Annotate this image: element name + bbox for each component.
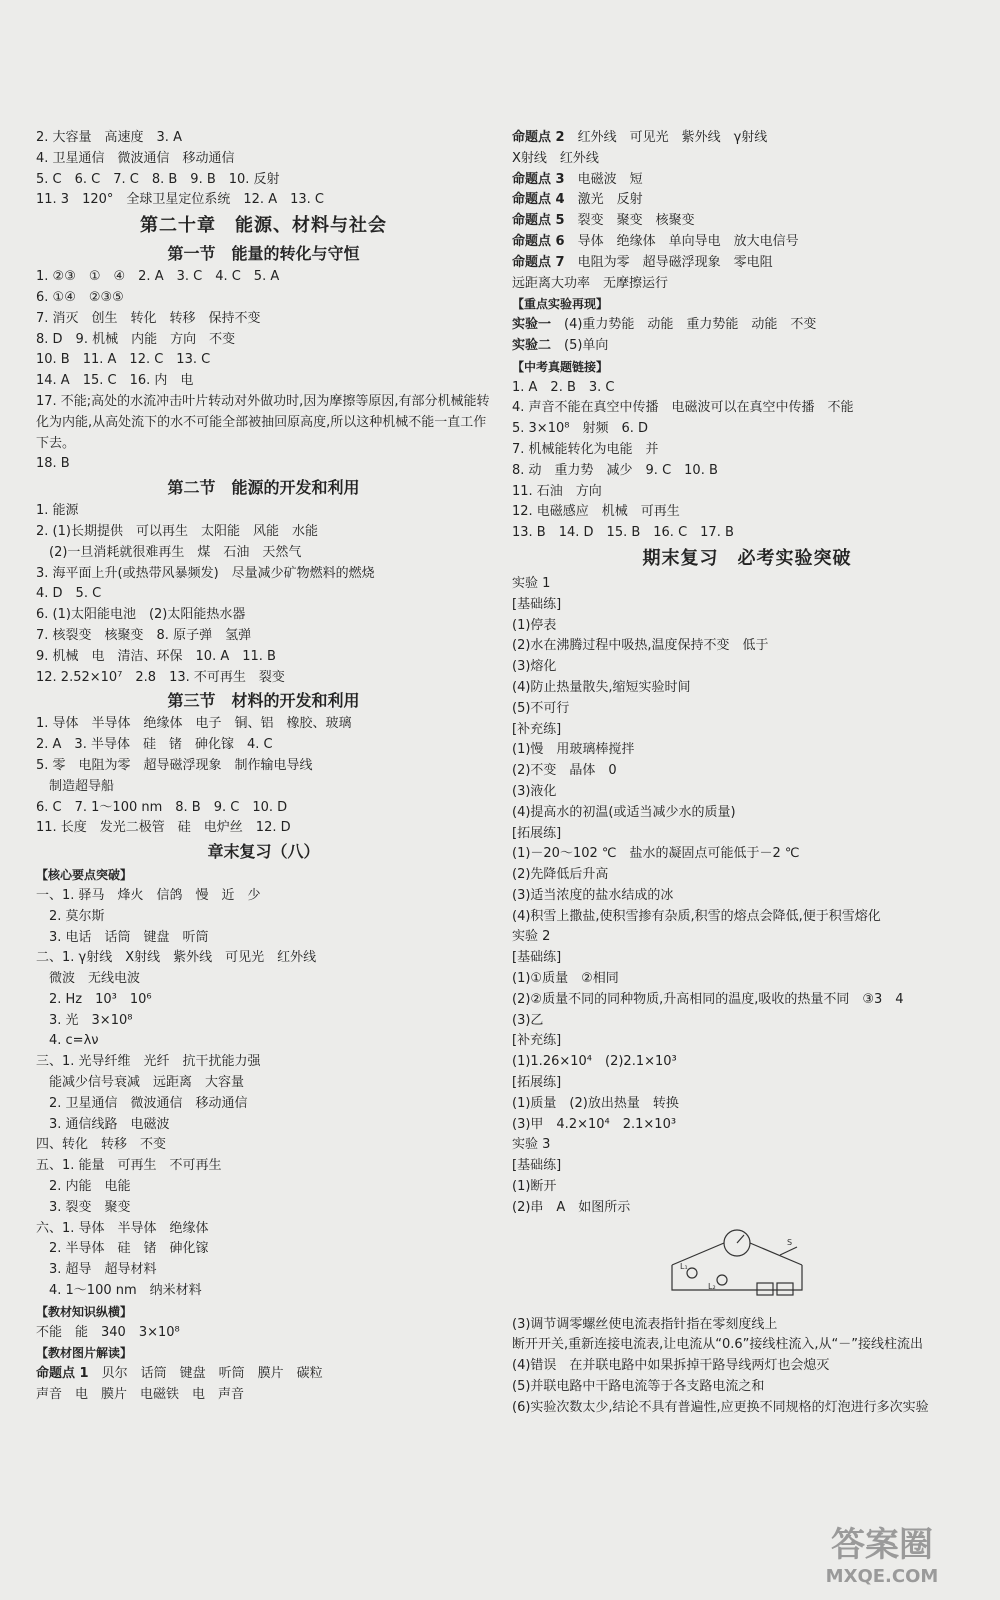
watermark-logo — [782, 1518, 982, 1588]
answer-line: 5. 零 电阻为零 超导磁浮现象 制作输电导线 — [36, 757, 313, 773]
section-heading: 第一节 能量的转化与守恒 — [167, 244, 360, 264]
answer-line: (2)先降低后升高 — [512, 867, 609, 883]
answer-line — [512, 170, 982, 191]
answer-line: 2. 内能 电能 — [36, 1179, 131, 1195]
section-heading: 第二节 能源的开发和利用 — [167, 478, 360, 498]
answer-line: (1)质量 (2)放出热量 转换 — [512, 1095, 679, 1111]
answer-line: 4. 1～100 nm 纳米材料 — [36, 1283, 202, 1299]
answer-line: (1)慢 用玻璃棒搅拌 — [512, 742, 635, 758]
line-label: 命题点 2 — [512, 130, 565, 145]
answer-line — [512, 128, 982, 149]
answer-line: 14. A 15. C 16. 内 电 — [36, 373, 194, 389]
answer-line: (3)适当浓度的盐水结成的冰 — [512, 887, 674, 903]
answer-line: 12. 2.52×10⁷ 2.8 13. 不可再生 裂变 — [36, 669, 285, 685]
left-column — [36, 128, 491, 1406]
answer-line: 11. 长度 发光二极管 硅 电炉丝 12. D — [36, 820, 291, 836]
chapter-heading: 第二十章 能源、材料与社会 — [140, 215, 387, 237]
answer-line: 6. ①④ ②③⑤ — [36, 289, 124, 305]
answer-line: [拓展练] — [512, 1075, 562, 1091]
answer-line: 6. (1)太阳能电池 (2)太阳能热水器 — [36, 607, 246, 623]
answer-line: 13. B 14. D 15. B 16. C 17. B — [512, 525, 734, 541]
answer-line: 2. Hz 10³ 10⁶ — [36, 991, 152, 1007]
answer-line: 3. 光 3×10⁸ — [36, 1012, 133, 1028]
answer-line — [36, 1364, 491, 1385]
label-s: S — [787, 1237, 793, 1247]
battery-icon — [757, 1283, 773, 1295]
answer-line: 2. 大容量 高速度 3. A — [36, 130, 182, 145]
line-label: 命题点 4 — [512, 192, 565, 208]
label-l1: L₁ — [680, 1261, 688, 1271]
answer-line: 18. B — [36, 456, 70, 472]
section-tag: 【教材知识纵横】 — [36, 1304, 133, 1319]
answer-line: [基础练] — [512, 1158, 562, 1174]
answer-line: [拓展练] — [512, 825, 562, 841]
answer-line: [补充练] — [512, 721, 562, 737]
lamp-l2-icon — [717, 1275, 727, 1285]
answer-line: 3. 裂变 聚变 — [36, 1199, 131, 1215]
label-l2: L₂ — [708, 1281, 716, 1291]
lamp-l1-icon — [687, 1268, 697, 1278]
chapter-heading: 期末复习 必考实验突破 — [642, 547, 852, 569]
answer-line: 6. C 7. 1～100 nm 8. B 9. C 10. D — [36, 799, 288, 815]
answer-line: (5)并联电路中干路电流等于各支路电流之和 — [512, 1379, 765, 1395]
answer-line: 2. 莫尔斯 — [36, 908, 105, 924]
answer-line — [512, 253, 982, 274]
answer-line: 1. 能源 — [36, 503, 79, 519]
answer-line: (2)水在沸腾过程中吸热,温度保持不变 低于 — [512, 638, 769, 654]
answer-line: 12. 电磁感应 机械 可再生 — [512, 504, 680, 520]
answer-line: 8. D 9. 机械 内能 方向 不变 — [36, 331, 236, 347]
answer-line: 3. 电话 话筒 键盘 听筒 — [36, 929, 209, 945]
line-text: 激光 反射 — [564, 192, 643, 208]
answer-line — [512, 336, 982, 357]
answer-line: 远距离大功率 无摩擦运行 — [512, 275, 669, 291]
line-text: 贝尔 话筒 键盘 听筒 膜片 碳粒 — [88, 1366, 323, 1382]
answer-line: 五、1. 能量 可再生 不可再生 — [36, 1158, 222, 1174]
answer-line: 11. 3 120° 全球卫星定位系统 12. A 13. C — [36, 192, 324, 208]
answer-line: 实验 1 — [512, 575, 551, 591]
line-label: 命题点 6 — [512, 233, 565, 249]
answer-line: (4)防止热量散失,缩短实验时间 — [512, 679, 691, 695]
answer-line: 2. 半导体 硅 锗 砷化镓 — [36, 1241, 209, 1257]
line-label: 命题点 7 — [512, 254, 565, 270]
answer-line: (2)②质量不同的同种物质,升高相同的温度,吸收的热量不同 ③3 4 — [512, 991, 904, 1007]
answer-line: 5. 3×10⁸ 射频 6. D — [512, 421, 648, 437]
line-text: 电阻为零 超导磁浮现象 零电阻 — [564, 254, 773, 270]
answer-line: 2. (1)长期提供 可以再生 太阳能 风能 水能 — [36, 523, 318, 539]
section-heading: 第三节 材料的开发和利用 — [167, 691, 360, 711]
watermark-cn: 答案圈 — [831, 1525, 933, 1565]
watermark-en: MXQE.COM — [825, 1566, 939, 1587]
line-text: 电磁波 短 — [564, 171, 643, 187]
answer-line: 5. C 6. C 7. C 8. B 9. B 10. 反射 — [36, 171, 280, 187]
line-label: 命题点 3 — [512, 171, 565, 187]
switch-icon — [780, 1247, 797, 1255]
answer-line: (4)积雪上撒盐,使积雪掺有杂质,积雪的熔点会降低,便于积雪熔化 — [512, 908, 881, 924]
answer-line: 1. 导体 半导体 绝缘体 电子 铜、铝 橡胶、玻璃 — [36, 716, 352, 732]
section-heading: 章末复习（八） — [207, 842, 320, 862]
answer-line: (2)不变 晶体 0 — [512, 763, 617, 779]
answer-line: 11. 石油 方向 — [512, 483, 602, 499]
answer-line: 17. 不能;高处的水流冲击叶片转动对外做功时,因为摩擦等原因,有部分机械能转化为内能,从高处流下的水不可能全部被抽回原高度,所以这种机械不能一直工作下去。 — [36, 393, 490, 451]
answer-line: 四、转化 转移 不变 — [36, 1137, 167, 1153]
answer-line: (2)一旦消耗就很难再生 煤 石油 天然气 — [36, 544, 302, 560]
line-label: 命题点 1 — [36, 1366, 89, 1382]
answer-line: [基础练] — [512, 596, 562, 612]
answer-line — [512, 190, 982, 211]
answer-line: (1)－20～102 ℃ 盐水的凝固点可能低于－2 ℃ — [512, 846, 800, 862]
answer-line: 实验 3 — [512, 1137, 551, 1153]
answer-line: 三、1. 光导纤维 光纤 抗干扰能力强 — [36, 1054, 261, 1070]
answer-line: 3. 超导 超导材料 — [36, 1262, 157, 1278]
answer-line: (6)实验次数太少,结论不具有普遍性,应更换不同规格的灯泡进行多次实验 — [512, 1399, 929, 1415]
right-column — [512, 128, 982, 1419]
section-tag: 【中考真题链接】 — [512, 359, 609, 374]
answer-line: 二、1. γ射线 X射线 紫外线 可见光 红外线 — [36, 950, 317, 966]
answer-line: (3)熔化 — [512, 659, 557, 675]
answer-line: 3. 海平面上升(或热带风暴频发) 尽量减少矿物燃料的燃烧 — [36, 565, 375, 581]
answer-line: 4. D 5. C — [36, 586, 102, 602]
answer-line: 9. 机械 电 清洁、环保 10. A 11. B — [36, 648, 276, 664]
answer-line: (2)串 A 如图所示 — [512, 1199, 631, 1215]
answer-line: 六、1. 导体 半导体 绝缘体 — [36, 1220, 209, 1236]
line-text: (4)重力势能 动能 重力势能 动能 不变 — [551, 317, 817, 333]
answer-line: X射线 红外线 — [512, 150, 599, 166]
answer-line: (4)提高水的初温(或适当减少水的质量) — [512, 804, 736, 820]
answer-line: 微波 无线电波 — [36, 971, 141, 987]
answer-line: [基础练] — [512, 950, 562, 966]
line-text: (5)单向 — [551, 337, 609, 353]
answer-line: 10. B 11. A 12. C 13. C — [36, 352, 211, 368]
answer-line: (3)液化 — [512, 783, 557, 799]
answer-line: 4. 声音不能在真空中传播 电磁波可以在真空中传播 不能 — [512, 400, 854, 416]
section-tag: 【重点实验再现】 — [512, 297, 609, 312]
line-label: 实验二 — [512, 337, 552, 353]
line-text: 红外线 可见光 紫外线 γ射线 — [564, 130, 768, 145]
answer-line: (1)①质量 ②相同 — [512, 971, 619, 987]
line-label: 命题点 5 — [512, 213, 565, 229]
answer-line: (3)调节调零螺丝使电流表指针指在零刻度线上 — [512, 1316, 778, 1332]
answer-line: 8. 动 重力势 减少 9. C 10. B — [512, 462, 718, 478]
answer-line — [512, 211, 982, 232]
answer-line: [补充练] — [512, 1033, 562, 1049]
answer-line: 断开开关,重新连接电流表,让电流从“0.6”接线柱流入,从“－”接线柱流出 — [512, 1337, 924, 1353]
answer-line: 2. 卫星通信 微波通信 移动通信 — [36, 1095, 248, 1111]
answer-line: 4. 卫星通信 微波通信 移动通信 — [36, 150, 235, 166]
answer-line: (3)乙 — [512, 1012, 544, 1028]
line-text: 导体 绝缘体 单向导电 放大电信号 — [564, 233, 799, 249]
answer-line: (1)断开 — [512, 1179, 557, 1195]
line-label: 实验一 — [512, 317, 552, 333]
circuit-diagram — [662, 1225, 812, 1305]
answer-line: (5)不可行 — [512, 700, 570, 716]
answer-line: 4. c=λν — [36, 1033, 99, 1049]
answer-line: 7. 机械能转化为电能 并 — [512, 441, 659, 457]
answer-line — [512, 232, 982, 253]
answer-line: 1. ②③ ① ④ 2. A 3. C 4. C 5. A — [36, 269, 280, 285]
answer-line: 一、1. 驿马 烽火 信鸽 慢 近 少 — [36, 887, 261, 903]
answer-line: 1. A 2. B 3. C — [512, 379, 615, 395]
answer-line: (1)1.26×10⁴ (2)2.1×10³ — [512, 1054, 677, 1070]
answer-line: 实验 2 — [512, 929, 551, 945]
line-text: 裂变 聚变 核聚变 — [564, 213, 695, 229]
section-tag: 【教材图片解读】 — [36, 1346, 133, 1361]
answer-line — [512, 315, 982, 336]
answer-line: 能减少信号衰减 远距离 大容量 — [36, 1075, 245, 1091]
answer-line: 不能 能 340 3×10⁸ — [36, 1324, 180, 1340]
answer-line: 制造超导船 — [36, 778, 115, 794]
answer-line: (1)停表 — [512, 617, 557, 633]
answer-line: (4)错误 在并联电路中如果拆掉干路导线两灯也会熄灭 — [512, 1358, 830, 1374]
answer-line: 3. 通信线路 电磁波 — [36, 1116, 170, 1132]
answer-line: (3)甲 4.2×10⁴ 2.1×10³ — [512, 1116, 677, 1132]
answer-line: 7. 核裂变 核聚变 8. 原子弹 氢弹 — [36, 627, 252, 643]
answer-line: 声音 电 膜片 电磁铁 电 声音 — [36, 1387, 245, 1403]
section-tag: 【核心要点突破】 — [36, 868, 133, 883]
answer-line: 2. A 3. 半导体 硅 锗 砷化镓 4. C — [36, 737, 273, 753]
answer-line: 7. 消灭 创生 转化 转移 保持不变 — [36, 310, 261, 326]
